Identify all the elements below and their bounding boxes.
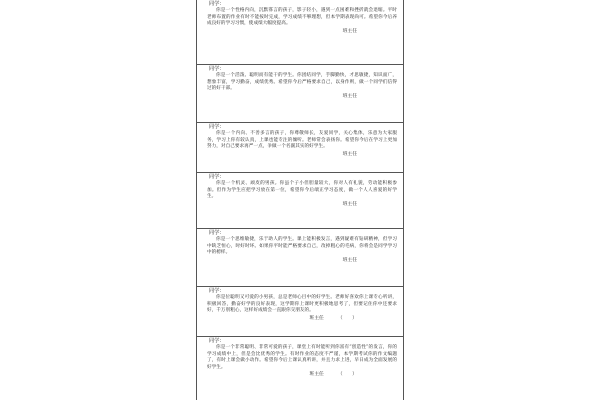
comment-text: 你是一个活泼、聪明而有能干的学生。你团结同学，手脚勤快，才思敏捷，知识面广，想象丰富，学习勤奋，成绩优秀。希望你今后严格要求自己，以身作则，做一个同学们信得过的好干部。 <box>207 73 397 92</box>
comment-entry <box>197 287 403 337</box>
signature <box>203 257 397 264</box>
comment-entry <box>197 337 403 400</box>
signature <box>203 315 397 322</box>
signature-label: 班主任 <box>342 93 357 99</box>
signature-label: 班主任 <box>309 372 324 378</box>
comment-text: 你是一个内向、不善多言的孩子，你尊敬师长，友爱同学，关心集体，乐意为大家服务，学习上你有较认真，上课也能专注的倾听。老师常会表扬你。希望你今后在学习上更加努力，对自己要求再严一点，争做一个名副其实的好学生。 <box>207 131 397 150</box>
greeting: 同学： <box>209 288 225 294</box>
signature <box>203 201 397 208</box>
comment-text: 你是一个机灵、顽皮的男孩。你虽个子小但胆量较大，你对人有礼貌，劳动能积极参加。但作为学生应把学习放在第一位，希望你今后端正学习态度，做一个人人喜爱的好学生。 <box>207 181 397 200</box>
comment-entry <box>197 173 403 229</box>
greeting: 同学： <box>209 66 225 72</box>
signature <box>203 371 397 378</box>
signature <box>203 151 397 158</box>
greeting: 同学： <box>209 1 225 7</box>
comment-entry <box>197 229 403 287</box>
greeting: 同学： <box>209 174 225 180</box>
signature <box>203 93 397 100</box>
blank-paren: （ ） <box>337 315 357 321</box>
signature <box>203 28 397 35</box>
signature-label: 班主任 <box>342 28 357 34</box>
greeting: 同学： <box>209 124 225 130</box>
comment-entry <box>197 123 403 173</box>
signature-label: 班主任 <box>309 315 324 321</box>
signature-label: 班主任 <box>342 201 357 207</box>
signature-label: 班主任 <box>342 151 357 157</box>
comment-text: 你是一个思维敏捷，乐于助人的学生。课上能积极发言，遇到疑难有钻研精神，但学习中缺乏恒心，时好时坏。如果你平时能严格要求自己，改掉粗心的毛病，你将会是同学学习中的榜样。 <box>207 237 397 256</box>
comment-text: 你是位聪明又可爱的小男孩，总是老师心目中的好学生。老师好喜欢你上课专心听讲，积极回答，勤奋好学的良好表现，这学期你上课时更积极地思考了，但要记住你中还要求好，千万别粗心，这样好成绩会一直跟你交朋友的。 <box>207 295 397 314</box>
comment-text: 你是一个非常聪明、非常可爱的孩子，课堂上有时能听到你富有“创造性”的发言，你的学习成绩中上，但是会比优秀的学生。有时作业的态度不严谨，本学期考试你的作文编题了，有时上课会做小动作。希望你今后上课认真听讲，并且力求上进，早日成为全面发展的好学生。 <box>207 345 397 370</box>
greeting: 同学： <box>209 230 225 236</box>
comment-entry <box>197 65 403 123</box>
blank-paren: （ ） <box>337 372 357 378</box>
greeting: 同学： <box>209 338 225 344</box>
comments-page <box>196 0 404 400</box>
comment-text: 你是一个性格内向，沉默寡言的孩子，影子轻小，遇到一点困难和挫折就会退缩。平时老师布置的作业有时不能按时完成，学习成绩不够理想，但本学期表现尚可。希望你今后养成良好的学习习惯，使成绩大幅度提高。 <box>207 8 397 27</box>
comment-entry <box>197 0 403 65</box>
signature-label: 班主任 <box>342 257 357 263</box>
